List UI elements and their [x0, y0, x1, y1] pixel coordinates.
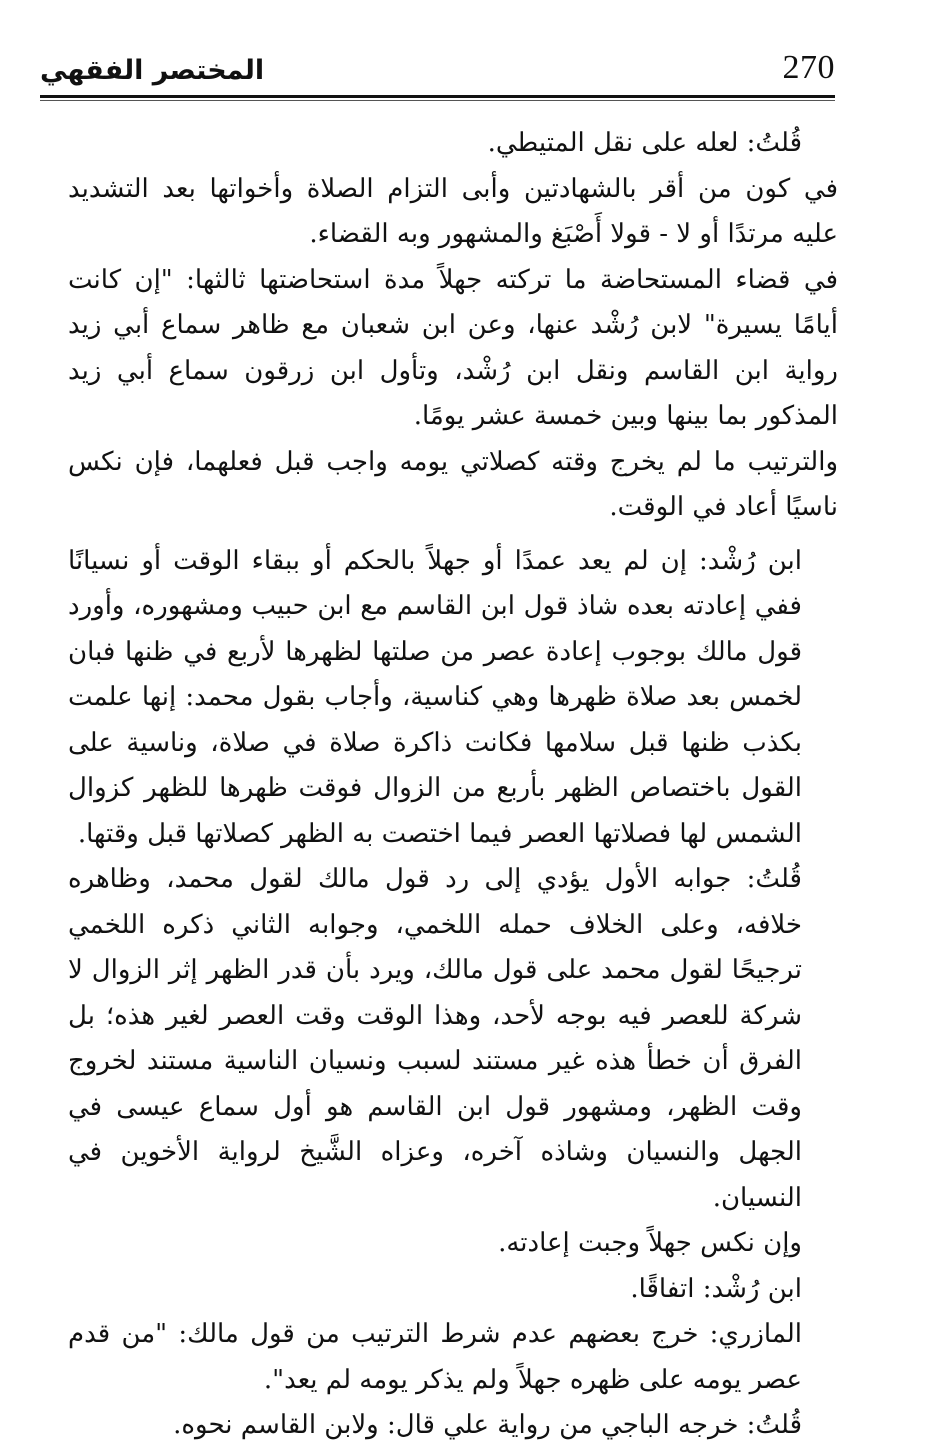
paragraph: قُلتُ: خرجه الباجي من رواية علي قال: ولابن القاسم نحوه.	[173, 1410, 802, 1440]
paragraph: ابن رُشْد: إن لم يعد عمدًا أو جهلاً بالحكم أو ببقاء الوقت أو نسيانًا ففي إعادته بعده شاذ قول ابن القاسم مع ابن حبيب ومشهوره، وأورد قول مالك بوجوب إعادة عصر من صلتها لظهرها لأربع في ظنها فبان لخمس بعد صلاة ظهرها وهي كناسية، وأجاب بقول محمد: إنها علمت بكذب ظنها قبل سلامها فكانت ذاكرة صلاة في صلاة، وناسية على القول باختصاص الظهر بأربع من الزوال فوقت ظهرها للظهر كزوال الشمس لها فصلاتها العصر فيما اختصت به الظهر كصلاتها قبل وقتها.	[68, 545, 802, 849]
body-text	[68, 121, 838, 1449]
paragraph: في كون من أقر بالشهادتين وأبى التزام الصلاة وأخواتها بعد التشديد عليه مرتدًا أو لا - قولا أَصْبَغ والمشهور وبه القضاء.	[68, 173, 838, 249]
paragraph: والترتيب ما لم يخرج وقته كصلاتي يومه واجب قبل فعلهما، فإن نكس ناسيًا أعاد في الوقت.	[68, 446, 838, 522]
paragraph: في قضاء المستحاضة ما تركته جهلاً مدة استحاضتها ثالثها: "إن كانت أيامًا يسيرة" لابن رُشْد عنها، وعن ابن شعبان مع ظاهر سماع أبي زيد رواية ابن القاسم ونقل ابن رُشْد، وتأول ابن زرقون سماع أبي زيد المذكور بما بينها وبين خمسة عشر يومًا.	[68, 264, 838, 431]
header-rule	[40, 95, 835, 101]
paragraph: ابن رُشْد: اتفاقًا.	[630, 1273, 802, 1304]
paragraph: وإن نكس جهلاً وجبت إعادته.	[498, 1228, 802, 1258]
paragraph: المازري: خرج بعضهم عدم شرط الترتيب من قول مالك: "من قدم عصر يومه على ظهره جهلاً ولم يذكر يومه لم يعد".	[68, 1319, 802, 1395]
paragraph: قُلتُ: لعله على نقل المتيطي.	[487, 128, 802, 158]
page-header	[40, 40, 835, 98]
running-title: المختصر الفقهي	[40, 55, 265, 86]
page-number: 270	[782, 49, 835, 86]
paragraph: قُلتُ: جوابه الأول يؤدي إلى رد قول مالك لقول محمد، وظاهره خلافه، وعلى الخلاف حمله اللخمي، وجوابه الثاني ذكره اللخمي ترجيحًا لقول محمد على قول مالك، ويرد بأن قدر الظهر إثر الزوال لا شركة للعصر فيه بوجه لأحد، وهذا الوقت وقت العصر لغير هذه؛ بل الفرق أن خطأ هذه غير مستند لسبب ونسيان الناسية مستند لخروج وقت الظهر، ومشهور قول ابن القاسم هو أول سماع عيسى في الجهل والنسيان وشاذه آخره، وعزاه الشَّيخ لرواية الأخوين في النسيان.	[68, 864, 802, 1213]
